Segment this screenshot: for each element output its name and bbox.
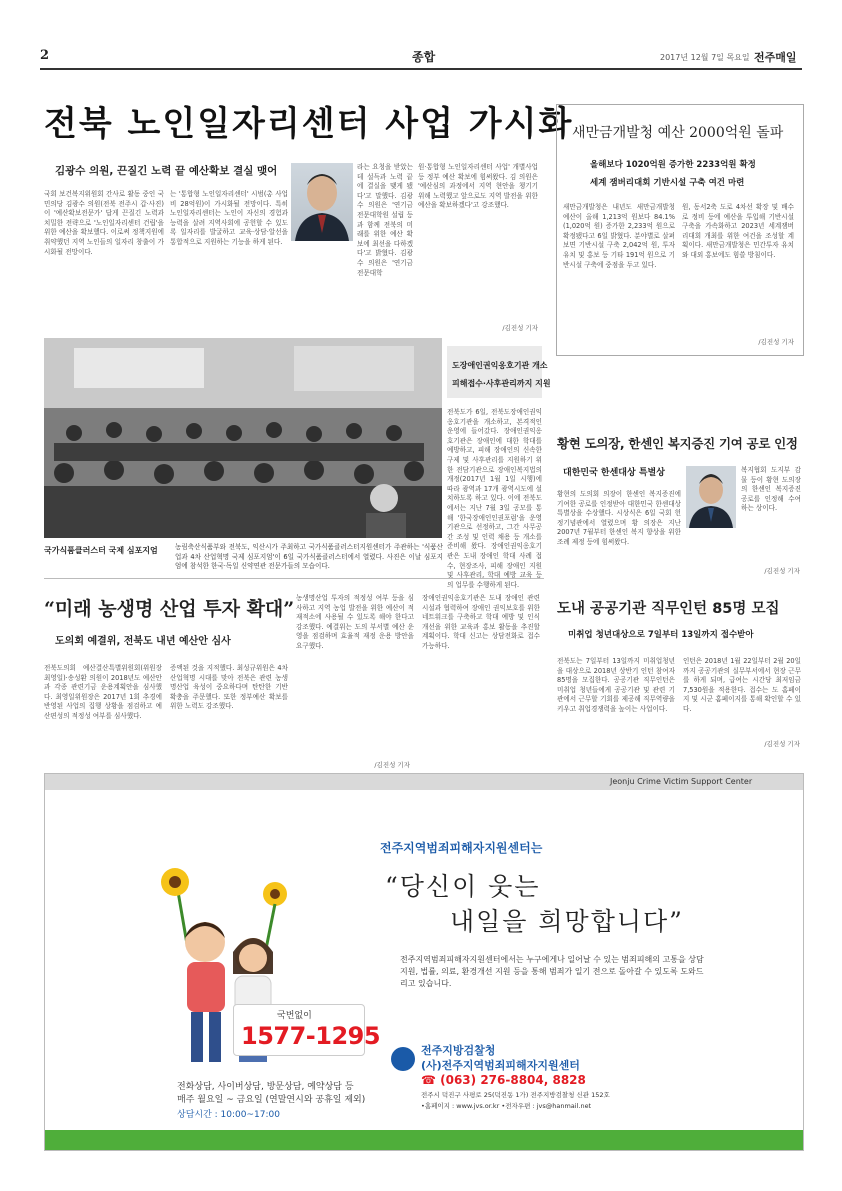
ad-phone: ☎ (063) 276-8804, 8828 [421,1073,586,1087]
main-body-col2: 는 '통합형 노인일자리센터' 시범(총 사업비 28억원)이 가시화될 전망이다. 특히 노인일자리센터는 노인이 자신의 경험과 능력을 살려 지역사회에 공헌할 수 있도록 일자리를 발굴하고 교육·상담·알선을 통합적으로 지원하는 기능을 하게 된다. [170,190,288,246]
saemangeum-sub2: 세계 잼버리대회 기반시설 구축 여건 마련 [590,178,745,188]
ad-panel [44,773,804,1151]
ad-slogan-1: “당신이 웃는 [385,872,541,901]
farm-subhead: 도의회 예결위, 전북도 내년 예산안 심사 [55,636,231,647]
main-credit: /김진성 기자 [502,324,538,332]
intern-col2: 인턴은 2018년 1월 22일부터 2월 20일까지 공공기관의 실무부서에서 현장 근무를 하게 되며, 급여는 시간당 최저임금 7,530원을 적용한다. 접수는 도 홈페이지 및 시군 홈페이지를 통해 확인할 수 있다. [683,657,801,713]
hours-text: 매주 월요일 ~ 금요일 (연말연시와 공휴일 제외) [177,1095,366,1105]
hotline-number: 1577-1295 [241,1022,381,1050]
section-name: 종합 [412,50,436,64]
saemangeum-credit: /김진성 기자 [758,338,794,346]
disability-subtitle: 피해접수·사후관리까지 지원 [452,379,551,388]
saemangeum-sub1: 올해보다 1020억원 증가한 2233억원 확정 [590,160,756,170]
ad-top-label: Jeonju Crime Victim Support Center [610,777,753,786]
main-body-col4: 원·통합형 노인일자리센터 사업' 개별사업 등 정부 예산 확보에 힘써왔다. 김 의원은 '예산심의 과정에서 지역 현안을 챙기기 위해 노력했고 앞으로도 지역 발전을 위한 예산을 확보하겠다'고 강조했다. [418,163,538,210]
page-header [40,46,802,68]
conference-caption-title: 국가식품클러스터 국제 심포지엄 [44,546,158,555]
hwang-credit: /김진성 기자 [764,567,800,575]
disability-title: 도장애인권익옹호기관 개소 [452,361,548,370]
saemangeum-col2: 원, 동서2축 도로 4차선 확장 및 배수로 정비 등에 예산을 투입해 기반시설 구축을 가속화하고 2023년 세계잼버리대회 개최를 위한 여건을 조성할 계획이다. 새만금개발청은 민간투자 유치와 대외 홍보에도 힘쓸 방침이다. [682,203,794,259]
header-rule [40,68,802,70]
time-text: 상담시간 : 10:00~17:00 [177,1110,280,1120]
sponsor-logo [391,1047,415,1071]
farm-headline: “미래 농생명 산업 투자 확대” [44,598,295,620]
farm-body-col4: 장애인권익옹호기관은 도내 장애인 관련 시설과 협력하여 장애인 권익보호를 위한 네트워크를 구축하고 학대 예방 및 인식개선을 위한 교육과 홍보 활동을 추진할 계획이다. 학대 신고는 상담전화로 접수 가능하다. [422,594,540,650]
ad-address: 전주시 덕진구 사평로 25(덕진동 1가) 전주지방검찰청 신관 152호 [421,1091,610,1099]
hwang-subhead: 대한민국 한센대상 특별상 [563,468,665,478]
farm-credit: /김진성 기자 [374,761,410,769]
hotline-label: 국번없이 [277,1011,312,1021]
issue-date: 2017년 12월 7일 목요일 [660,53,750,62]
hwang-photo [686,466,736,528]
intern-subhead: 미취업 청년대상으로 7일부터 13일까지 접수받아 [568,630,754,640]
ad-slogan-2: 내일을 희망합니다” [450,907,684,936]
saemangeum-col1: 새만금개발청은 내년도 새만금개발청 예산이 올해 1,213억 원보다 84.1%(1,020억 원) 증가한 2,233억 원으로 확정됐다고 6일 밝혔다. 분야별로 살펴보면 기반시설 구축 2,042억 원, 투자유치 및 홍보 등 기타 191억 원으로 기반시설 구축에 중점을 두고 있다. [563,203,675,269]
ad-web: •홈페이지 : www.jvs.or.kr •전자우편 : jvs@hanmail.net [421,1102,592,1110]
farm-body-col1: 전북도의회 예산결산특별위원회(위원장 최영일)·송성환 의원이 2018년도 예산안과 각종 관련기금 운용계획안을 심사했다. 최영일위원장은 2017년 1회 추경에 반영된 사업의 집행 상황을 점검하고 예산편성의 적정성 여부를 심사했다. [44,664,162,720]
sponsor-name-1: 전주지방검찰청 [421,1044,496,1057]
conference-caption: 농림축산식품부와 전북도, 익산시가 주최하고 국가식품클러스터지원센터가 주관하는 '식품산업과 4차 산업혁명 국제 심포지엄'이 6일 국가식품클러스터에서 열렸다. 사진은 이날 심포지엄에 참석한 한국·독일 신약연관 전문가들의 모습이다. [175,543,443,571]
farm-body-col2: 증액된 것을 지적했다. 최성규위원은 4차산업혁명 시대를 맞아 전북은 관련 농생명산업 육성이 중요하다며 탄탄한 기반 확충을 주문했다. 또한 정부예산 확보를 위한 노력도 강조했다. [170,664,288,711]
intern-col1: 전북도는 7일부터 13일까지 미취업청년을 대상으로 2018년 상반기 인턴 참여자 85명을 모집한다. 공공기관 직무인턴은 미취업 청년들에게 공공기관 및 관련 기관에서 근무할 기회를 제공해 직무역량을 키우고 취업경쟁력을 높이는 사업이다. [557,657,675,713]
main-body-col3: 라는 요청을 받았는데 설득과 노력 끝에 결실을 맺게 됐다'고 말했다. 김광수 의원은 '연기금 전문대학원 설립 등과 함께 전북의 미래를 위한 예산 확보에 최선을 다하겠다'고 밝혔다. 김광수 의원은 '연기금 전문대학 [357,163,413,277]
paper-name: 전주매일 [754,51,797,64]
hwang-side-body: 복지협회 도지부 감물 등이 황현 도의장의 한센인 복지증진 공로를 인정해 수여하는 상이다. [741,466,801,513]
disability-box [447,346,542,398]
disability-body: 전북도가 6일, 전북도장애인권익옹호기관을 개소하고, 본격적인 운영에 들어갔다. 장애인권익옹호기관은 장애인에 대한 학대를 예방하고, 피해 장애인의 신속한 구제 및 사후관리를 지원하기 위한 전담기관으로 장애인복지법의 개정(2017년 1월 1일 시행)에 따라 광역과 17개 광역시도에 설치하도록 하고 있다. 이에 전북도에서는 지난 7월 3일 공모를 통해 '한국장애인인권포럼'을 운영기관으로 선정하고, 그간 사무공간 조성 및 인력 채용 등 개소를 준비해 왔다. 장애인권익옹호기관은 도내 장애인 학대 사례 접수, 현장조사, 피해 장애인 지원 및 사후관리, 학대 예방 교육 등의 업무를 수행하게 된다. [447,408,542,589]
saemangeum-headline: 새만금개발청 예산 2000억원 돌파 [572,125,784,141]
page-number: 2 [40,48,50,63]
main-subhead: 김광수 의원, 끈질긴 노력 끝 예산확보 결실 맺어 [55,165,278,177]
sponsor-name-2: (사)전주지역범죄피해자지원센터 [421,1059,580,1072]
farm-body-col3: 농생명산업 투자의 적정성 여부 등을 심사하고 지역 농업 발전을 위한 예산이 적재적소에 사용될 수 있도록 해야 한다고 강조했다. 예결위는 도의 부서별 예산 운영을 점검하며 효율적 재정 운용 방안을 요구했다. [296,594,414,650]
hwang-body: 황현의 도의회 의장이 한센인 복지증진에 기여한 공로를 인정받아 대한민국 한센대상 특별상을 수상했다. 시상식은 6일 국회 헌정기념관에서 열렸으며 황 의장은 지난 2007년 7월부터 한센인 복지 향상을 위한 조례 제정 등에 힘써왔다. [557,490,681,546]
ad-description: 전주지역범죄피해자지원센터에서는 누구에게나 일어날 수 있는 범죄피해의 고통을 상담지원, 법률, 의료, 환경개선 지원 등을 통해 범죄가 일기 전으로 돌아갈 수 있도록 도와드리고 있습니다. [400,955,704,988]
conference-photo [44,338,442,538]
main-headline: 전북 노인일자리센터 사업 가시화 [44,104,574,144]
hwang-headline: 황현 도의장, 한센인 복지증진 기여 공로 인정 [557,436,798,451]
mugshot-photo [291,163,353,241]
ad-bottom-bar [45,1130,803,1150]
main-body-col1: 국회 보건복지위원회 간사로 활동 중인 국민의당 김광수 의원(전북 전주시 갑·사진)이 '예산확보전문가' 답게 끈질긴 노력과 치밀한 전략으로 '노인일자리센터 건립'을 위한 예산을 확보했다. 이로써 정책지원에 취약했던 지역 노인들의 일자리 창출이 가시화될 전망이다. [44,190,164,256]
intern-headline: 도내 공공기관 직무인턴 85명 모집 [557,601,780,617]
services-text: 전화상담, 사이버상담, 방문상담, 예약상담 등 [177,1082,354,1092]
intern-credit: /김진성 기자 [764,740,800,748]
ad-org-line: 전주지역범죄피해자지원센터는 [380,841,543,855]
